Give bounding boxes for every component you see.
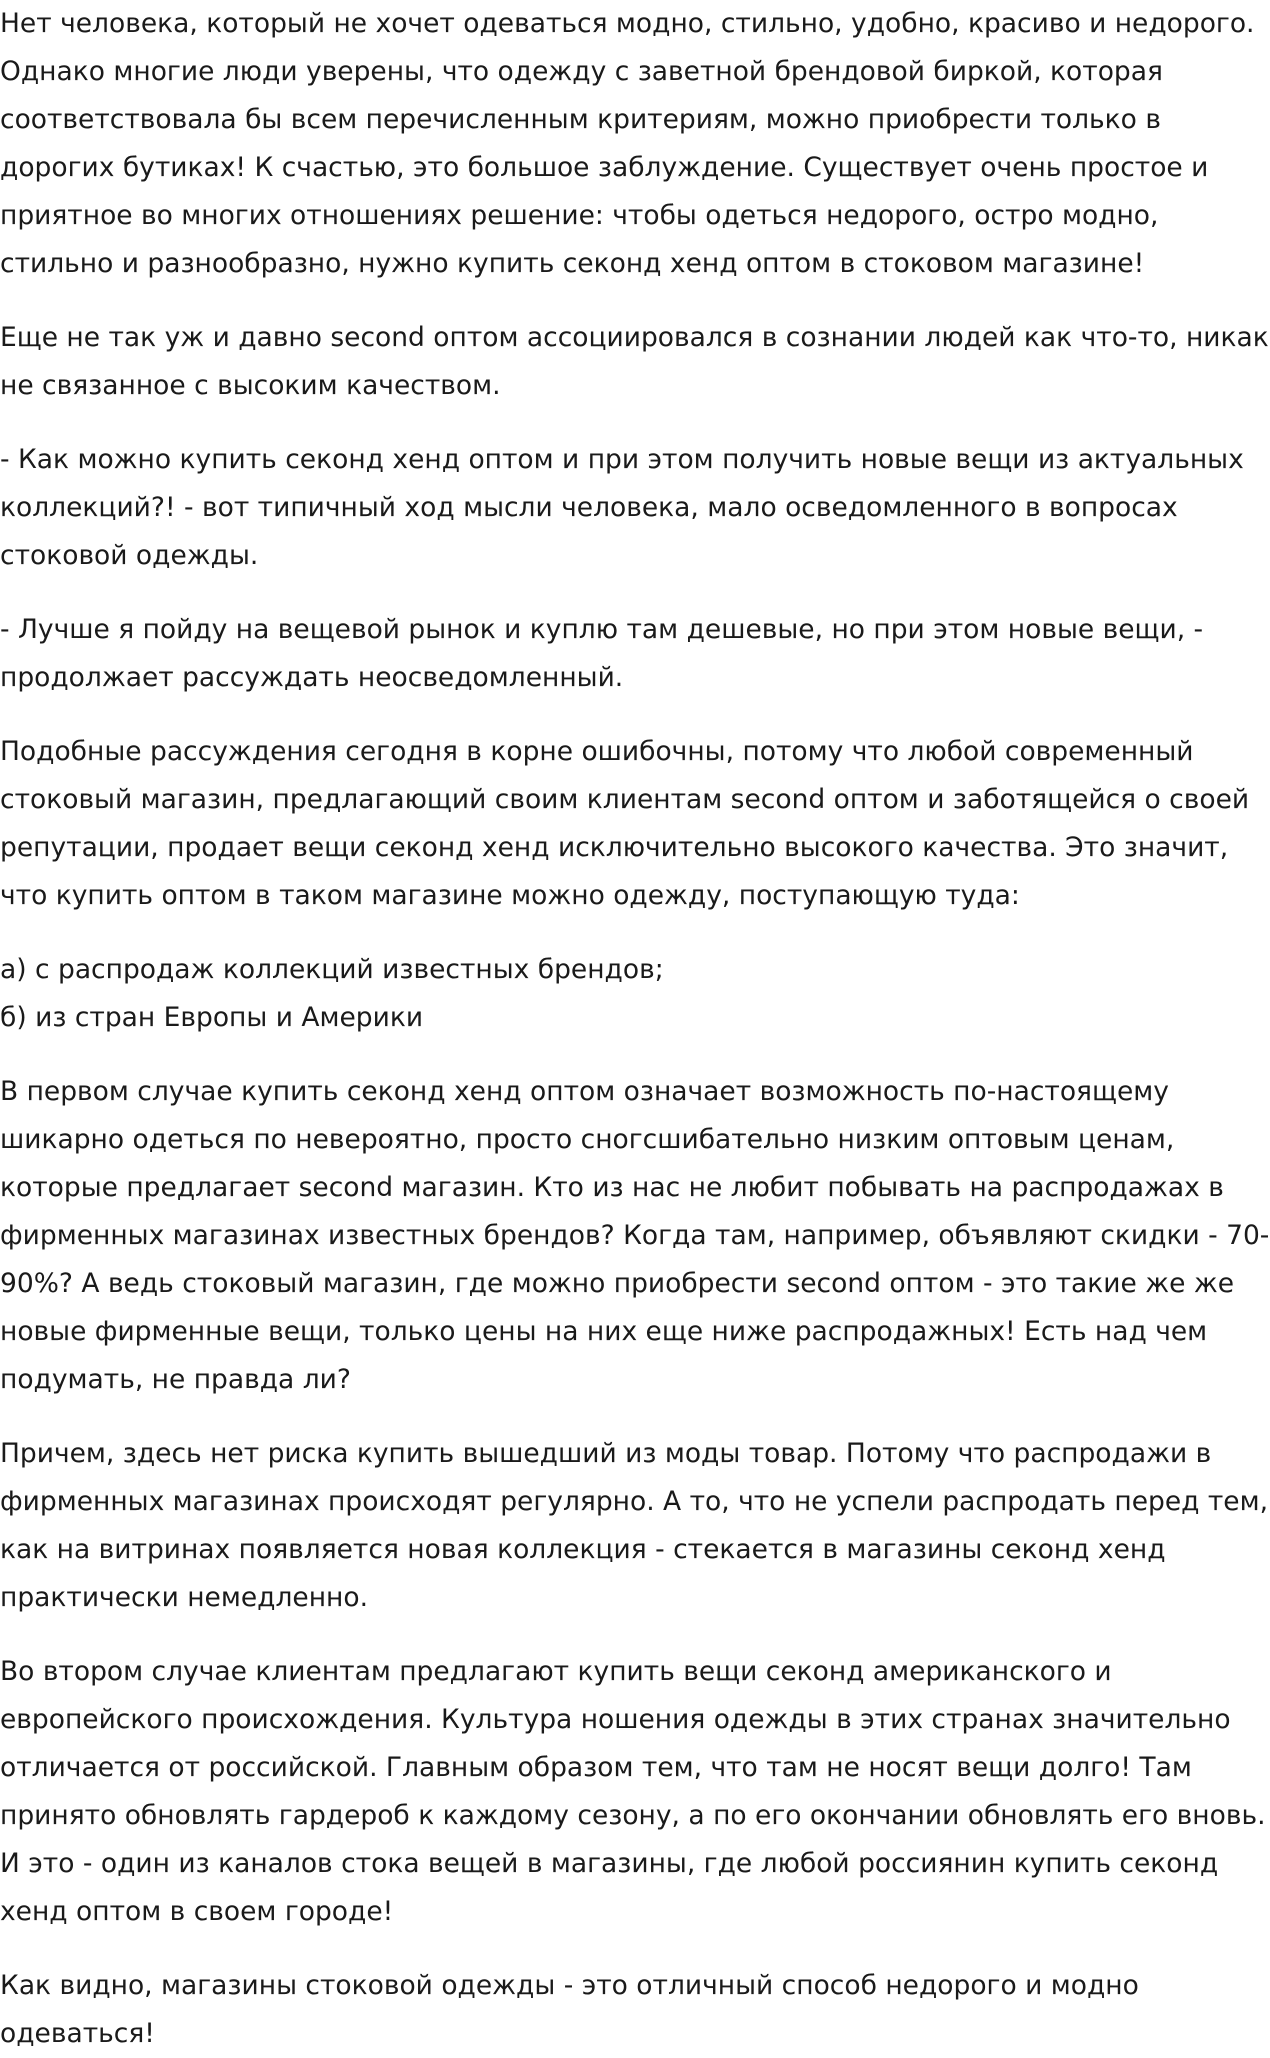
paragraph-quote-question: - Как можно купить секонд хенд оптом и при этом получить новые вещи из актуальных коллекций?! - вот типичный ход мысли человека, мало осведомленного в вопросах стоковой одежды. (0, 444, 1244, 571)
paragraph-quote-market: - Лучше я пойду на вещевой рынок и куплю там дешевые, но при этом новые вещи, - продолжает рассуждать неосведомленный. (0, 614, 1204, 693)
paragraph-conclusion: Как видно, магазины стоковой одежды - это отличный способ недорого и модно одеваться! (0, 1970, 1139, 2049)
paragraph-intro: Нет человека, который не хочет одеваться модно, стильно, удобно, красиво и недорого. Однако многие люди уверены, что одежду с заветной брендовой биркой, которая соответствовала бы всем перечисленным критериям, можно приобрести только в дорогих бутиках! К счастью, это большое заблуждение. Существует очень простое и приятное во многих отношениях решение: чтобы одеться недорого, остро модно, стильно и разнообразно, нужно купить секонд хенд оптом в стоковом магазине! (0, 8, 1255, 279)
list-item-countries: б) из стран Европы и Америки (0, 1002, 424, 1033)
paragraph-first-case: В первом случае купить секонд хенд оптом означает возможность по-настоящему шикарно одеться по невероятно, просто сногсшибательно низким оптовым ценам, которые предлагает second магазин. Кто из нас не любит побывать на распродажах в фирменных магазинах известных брендов? Когда там, например, объявляют скидки - 70-90%? А ведь стоковый магазин, где можно приобрести second оптом - это такие же же новые фирменные вещи, только цены на них еще ниже распродажных! Есть над чем подумать, не правда ли? (0, 1076, 1270, 1395)
paragraph-second-association: Еще не так уж и давно second оптом ассоциировался в сознании людей как что-то, никак не связанное с высоким качеством. (0, 322, 1269, 401)
paragraph-second-case: Во втором случае клиентам предлагают купить вещи секонд американского и европейского происхождения. Культура ношения одежды в этих странах значительно отличается от российской. Главным образом тем, что там не носят вещи долго! Там принято обновлять гардероб к каждому сезону, а по его окончании обновлять его вновь. И это - один из каналов стока вещей в магазины, где любой россиянин купить секонд хенд оптом в своем городе! (0, 1656, 1266, 1927)
paragraph-misconception: Подобные рассуждения сегодня в корне ошибочны, потому что любой современный стоковый магазин, предлагающий своим клиентам second оптом и заботящейся о своей репутации, продает вещи секонд хенд исключительно высокого качества. Это значит, что купить оптом в таком магазине можно одежду, поступающую туда: (0, 736, 1250, 911)
list-item-brands: а) с распродаж коллекций известных брендов; (0, 954, 664, 985)
paragraph-no-risk: Причем, здесь нет риска купить вышедший из моды товар. Потому что распродажи в фирменных магазинах происходят регулярно. А то, что не успели распродать перед тем, как на витринах появляется новая коллекция - стекается в магазины секонд хенд практически немедленно. (0, 1438, 1269, 1613)
